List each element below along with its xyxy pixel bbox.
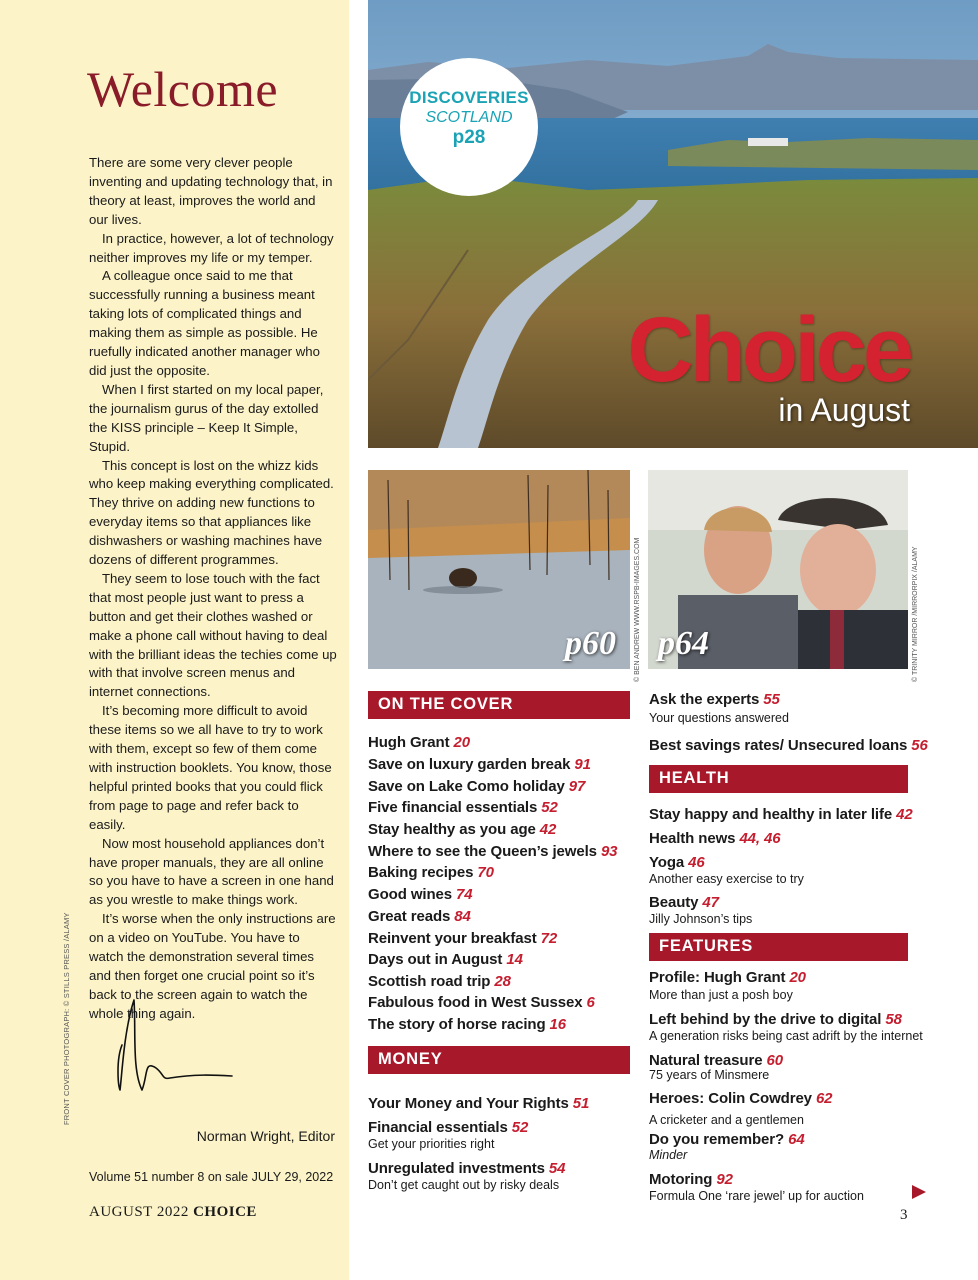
toc-page: 47 xyxy=(702,894,719,911)
toc-page: 51 xyxy=(572,1095,590,1112)
contents-month: in August xyxy=(778,392,910,428)
badge-section: DISCOVERIES xyxy=(409,88,529,107)
issue-volume: Volume 51 number 8 on sale JULY 29, 2022 xyxy=(89,1170,334,1184)
editorial-paragraph: This concept is lost on the whizz kids who keep making everything complicated. They thrive on adding new functions to everyday items so that appliances like dishwashers or washing machines have dozens of different programmes. xyxy=(89,457,334,568)
folio xyxy=(89,1204,257,1221)
toc-item[interactable]: Hugh Grant 20 xyxy=(368,734,470,751)
toc-page: 60 xyxy=(766,1052,783,1069)
toc-item[interactable]: Five financial essentials 52 xyxy=(368,799,558,816)
toc-page: 93 xyxy=(600,843,618,860)
toc-item[interactable]: Your Money and Your Rights 51 xyxy=(368,1095,590,1112)
toc-item[interactable]: The story of horse racing 16 xyxy=(368,1016,567,1033)
toc-item[interactable]: Where to see the Queen’s jewels 93 xyxy=(368,843,618,860)
toc-item[interactable]: Best savings rates/ Unsecured loans 56 xyxy=(649,737,928,754)
toc-item[interactable]: Baking recipes 70 xyxy=(368,864,494,881)
badge-page: p28 xyxy=(452,127,486,148)
editorial-column xyxy=(0,0,349,1280)
toc-page: 20 xyxy=(789,969,806,986)
toc-subtitle: More than just a posh boy xyxy=(649,988,793,1002)
otter-thumbnail[interactable] xyxy=(368,470,630,669)
toc-page: 42 xyxy=(539,821,557,838)
toc-item[interactable]: Fabulous food in West Sussex 6 xyxy=(368,994,595,1011)
folio-brand: CHOICE xyxy=(193,1204,257,1220)
toc-item[interactable]: Profile: Hugh Grant 20 xyxy=(649,969,806,986)
editorial-paragraph: When I first started on my local paper, the journalism gurus of the day extolled the KISS principle – Keep It Simple, Stupid. xyxy=(89,381,324,454)
toc-subtitle: Formula One ‘rare jewel’ up for auction xyxy=(649,1189,864,1203)
toc-page: 92 xyxy=(716,1171,733,1188)
cover-photo-credit: FRONT COVER PHOTOGRAPH: © STILLS PRESS /ALAMY xyxy=(62,912,71,1125)
toc-page: 91 xyxy=(574,756,591,773)
editorial-paragraph: In practice, however, a lot of technology neither improves my life or my temper. xyxy=(89,230,334,265)
toc-item[interactable]: Yoga 46 xyxy=(649,854,705,871)
toc-subtitle: Your questions answered xyxy=(649,711,789,725)
toc-page: 54 xyxy=(548,1160,566,1177)
toc-page: 62 xyxy=(815,1090,833,1107)
welcome-title: Welcome xyxy=(87,61,279,117)
editorial-paragraph: They seem to lose touch with the fact that most people just want to press a button and get their clothes washed or make a phone call without having to deal with the brilliant ideas the techies come up with that involve screen menus and internet connections. xyxy=(89,570,337,700)
toc-page: 74 xyxy=(456,886,473,903)
toc-item[interactable]: Great reads 84 xyxy=(368,908,471,925)
discoveries-badge[interactable] xyxy=(400,58,538,196)
toc-page: 42 xyxy=(896,806,913,823)
toc-page: 28 xyxy=(494,973,511,990)
otter-photo-credit: © BEN ANDREW WWW.RSPB-IMAGES.COM xyxy=(634,537,641,682)
toc-subtitle: Minder xyxy=(649,1148,688,1162)
toc-page: 84 xyxy=(454,908,471,925)
toc-page: 44, 46 xyxy=(739,830,781,847)
toc-page: 16 xyxy=(549,1016,567,1033)
features-heading: FEATURES xyxy=(649,933,908,961)
editor-name: Norman Wright, Editor xyxy=(196,1128,335,1144)
toc-subtitle: Jilly Johnson’s tips xyxy=(649,912,753,926)
page-number: 3 xyxy=(900,1207,908,1223)
toc-page: 20 xyxy=(453,734,470,751)
toc-page: 55 xyxy=(763,691,780,708)
toc-item[interactable]: Unregulated investments 54 xyxy=(368,1160,566,1177)
toc-item[interactable]: Natural treasure 60 xyxy=(649,1052,783,1069)
toc-item[interactable]: Ask the experts 55 xyxy=(649,691,780,708)
toc-item[interactable]: Financial essentials 52 xyxy=(368,1119,529,1136)
toc-subtitle: 75 years of Minsmere xyxy=(649,1068,770,1082)
toc-subtitle: A cricketer and a gentlemen xyxy=(649,1113,804,1127)
toc-page: 6 xyxy=(586,994,595,1011)
toc-item[interactable]: Left behind by the drive to digital 58 xyxy=(649,1011,902,1028)
on-the-cover-heading: ON THE COVER xyxy=(368,691,630,719)
editorial-paragraph: There are some very clever people inventing and updating technology that, in theory at least, improves the world and our lives. xyxy=(89,155,333,227)
toc-page: 72 xyxy=(540,930,558,947)
toc-page: 56 xyxy=(911,737,928,754)
toc-subtitle: Get your priorities right xyxy=(368,1137,495,1151)
toc-item[interactable]: Stay healthy as you age 42 xyxy=(368,821,557,838)
minder-page-label: p64 xyxy=(658,625,709,662)
toc-item[interactable]: Days out in August 14 xyxy=(368,951,523,968)
toc-item[interactable]: Health news 44, 46 xyxy=(649,830,781,847)
magazine-title: Choice xyxy=(627,299,910,401)
editorial-paragraph: It’s worse when the only instructions are on a video on YouTube. You have to watch the demonstration several times and then forget one crucial point so it’s back to the screen again to watch the whole thing again. xyxy=(89,911,336,1021)
toc-page: 14 xyxy=(506,951,523,968)
folio-month: AUGUST 2022 xyxy=(89,1204,189,1220)
badge-topic: SCOTLAND xyxy=(425,109,513,126)
toc-subtitle: A generation risks being cast adrift by the internet xyxy=(649,1029,923,1043)
editor-signature xyxy=(104,990,234,1110)
toc-page: 70 xyxy=(477,864,494,881)
toc-page: 46 xyxy=(688,854,705,871)
health-heading: HEALTH xyxy=(649,765,908,793)
toc-item[interactable]: Stay happy and healthy in later life 42 xyxy=(649,806,913,823)
editorial-paragraph: A colleague once said to me that successfully running a business meant taking lots of complicated things and making them as simple as possible. He ruefully indicated another manager who did just the opposite. xyxy=(89,268,320,378)
next-page-arrow-icon[interactable] xyxy=(912,1185,926,1199)
minder-photo-credit: © TRINITY MIRROR /MIRRORPIX /ALAMY xyxy=(912,546,919,682)
editorial-paragraph: It’s becoming more difficult to avoid these items so we all have to try to work with them, except so few of them come with instruction booklets. You know, those helpful printed books that you could flick from page to page and refer back to easily. xyxy=(89,703,332,832)
toc-page: 58 xyxy=(885,1011,902,1028)
otter-page-label: p60 xyxy=(565,625,616,662)
toc-item[interactable]: Do you remember? 64 xyxy=(649,1131,805,1148)
toc-page: 97 xyxy=(568,778,586,795)
toc-item[interactable]: Good wines 74 xyxy=(368,886,473,903)
toc-page: 52 xyxy=(541,799,558,816)
toc-item[interactable]: Motoring 92 xyxy=(649,1171,733,1188)
toc-item[interactable]: Save on luxury garden break 91 xyxy=(368,756,591,773)
toc-item[interactable]: Reinvent your breakfast 72 xyxy=(368,930,558,947)
toc-item[interactable]: Scottish road trip 28 xyxy=(368,973,511,990)
money-heading: MONEY xyxy=(368,1046,630,1074)
toc-page: 52 xyxy=(511,1119,529,1136)
editorial-text xyxy=(89,154,337,1024)
minder-thumbnail[interactable] xyxy=(648,470,908,669)
toc-subtitle: Another easy exercise to try xyxy=(649,872,804,886)
toc-item[interactable]: Heroes: Colin Cowdrey 62 xyxy=(649,1090,833,1107)
toc-item[interactable]: Save on Lake Como holiday 97 xyxy=(368,778,586,795)
toc-subtitle: Don’t get caught out by risky deals xyxy=(368,1178,560,1192)
toc-item[interactable]: Beauty 47 xyxy=(649,894,719,911)
toc-page: 64 xyxy=(788,1131,805,1148)
editorial-paragraph: Now most household appliances don’t have proper manuals, they are all online so you have to have a screen in one hand as you wrestle to make things work. xyxy=(89,835,334,908)
